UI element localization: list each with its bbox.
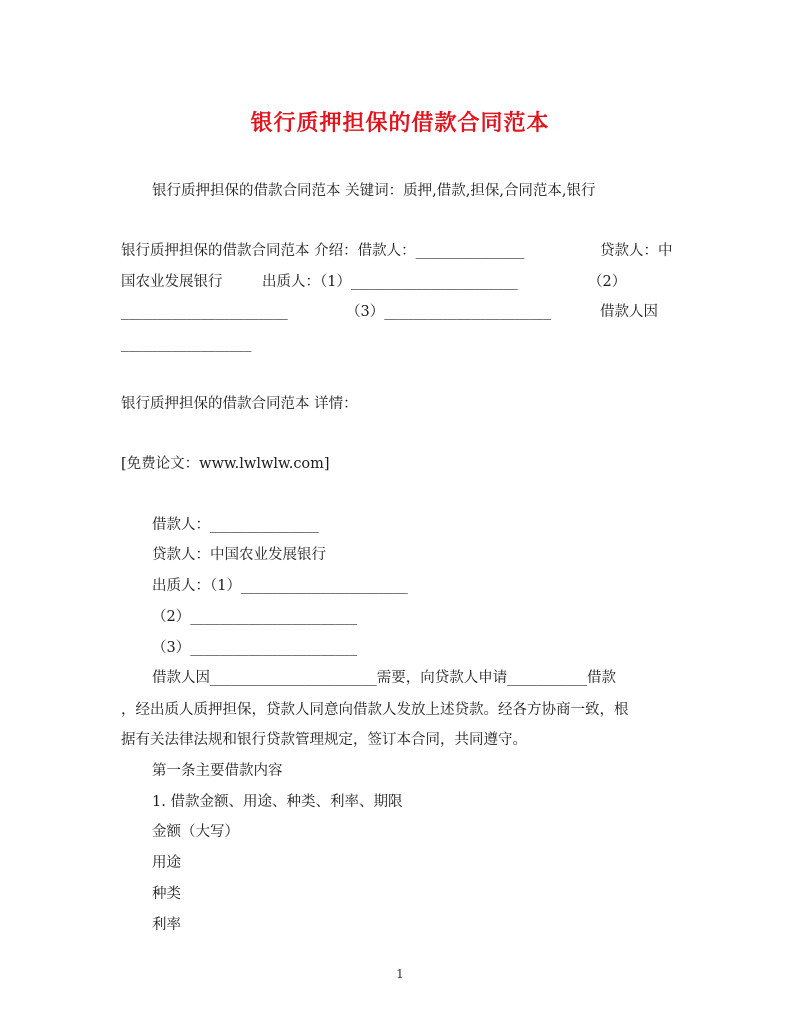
page-number: 1 (396, 967, 404, 981)
intro-line-2c: （2） (588, 274, 627, 290)
intro-line-3c: 借款人因 (600, 304, 658, 320)
document-title: 银行质押担保的借款合同范本 (250, 111, 550, 136)
article-1-heading: 第一条主要借款内容 (152, 763, 283, 779)
paragraph-line-2: ，经出质人质押担保，贷款人同意向借款人发放上述贷款。经各方协商一致，根 (121, 702, 629, 718)
intro-line-2a: 国农业发展银行 (121, 274, 223, 290)
paragraph-line-3: 据有关法律法规和银行贷款管理规定，签订本合同，共同遵守。 (121, 732, 527, 748)
pledgor-2-line: （2）_______________________ (152, 609, 357, 625)
borrower-line: 借款人：_______________ (152, 517, 319, 533)
intro-line-3b: （3）_______________________ (346, 304, 551, 320)
type-line: 种类 (152, 886, 181, 902)
intro-line-2b: 出质人：（1）_______________________ (262, 274, 518, 290)
intro-line-3a: _______________________ (121, 304, 288, 320)
intro-line-1a: 银行质押担保的借款合同范本 介绍：借款人：_______________ (121, 243, 525, 259)
purpose-line: 用途 (152, 855, 181, 871)
rate-line: 利率 (152, 917, 181, 933)
pledgor-1-line: 出质人：（1）_______________________ (152, 578, 408, 594)
item-1-line: 1. 借款金额、用途、种类、利率、期限 (152, 794, 403, 810)
paragraph-line-1: 借款人因_______________________需要，向贷款人申请___________借款 (152, 670, 616, 686)
source-line: [免费论文：www.lwlwlw.com] (121, 456, 330, 472)
lender-line: 贷款人：中国农业发展银行 (152, 547, 326, 563)
keywords-line: 银行质押担保的借款合同范本 关键词：质押,借款,担保,合同范本,银行 (152, 183, 596, 199)
intro-line-4: __________________ (121, 336, 252, 352)
details-label: 银行质押担保的借款合同范本 详情： (121, 396, 358, 412)
pledgor-3-line: （3）_______________________ (152, 640, 357, 656)
intro-line-1b: 贷款人：中 (600, 243, 673, 259)
amount-line: 金额（大写） (152, 824, 239, 840)
